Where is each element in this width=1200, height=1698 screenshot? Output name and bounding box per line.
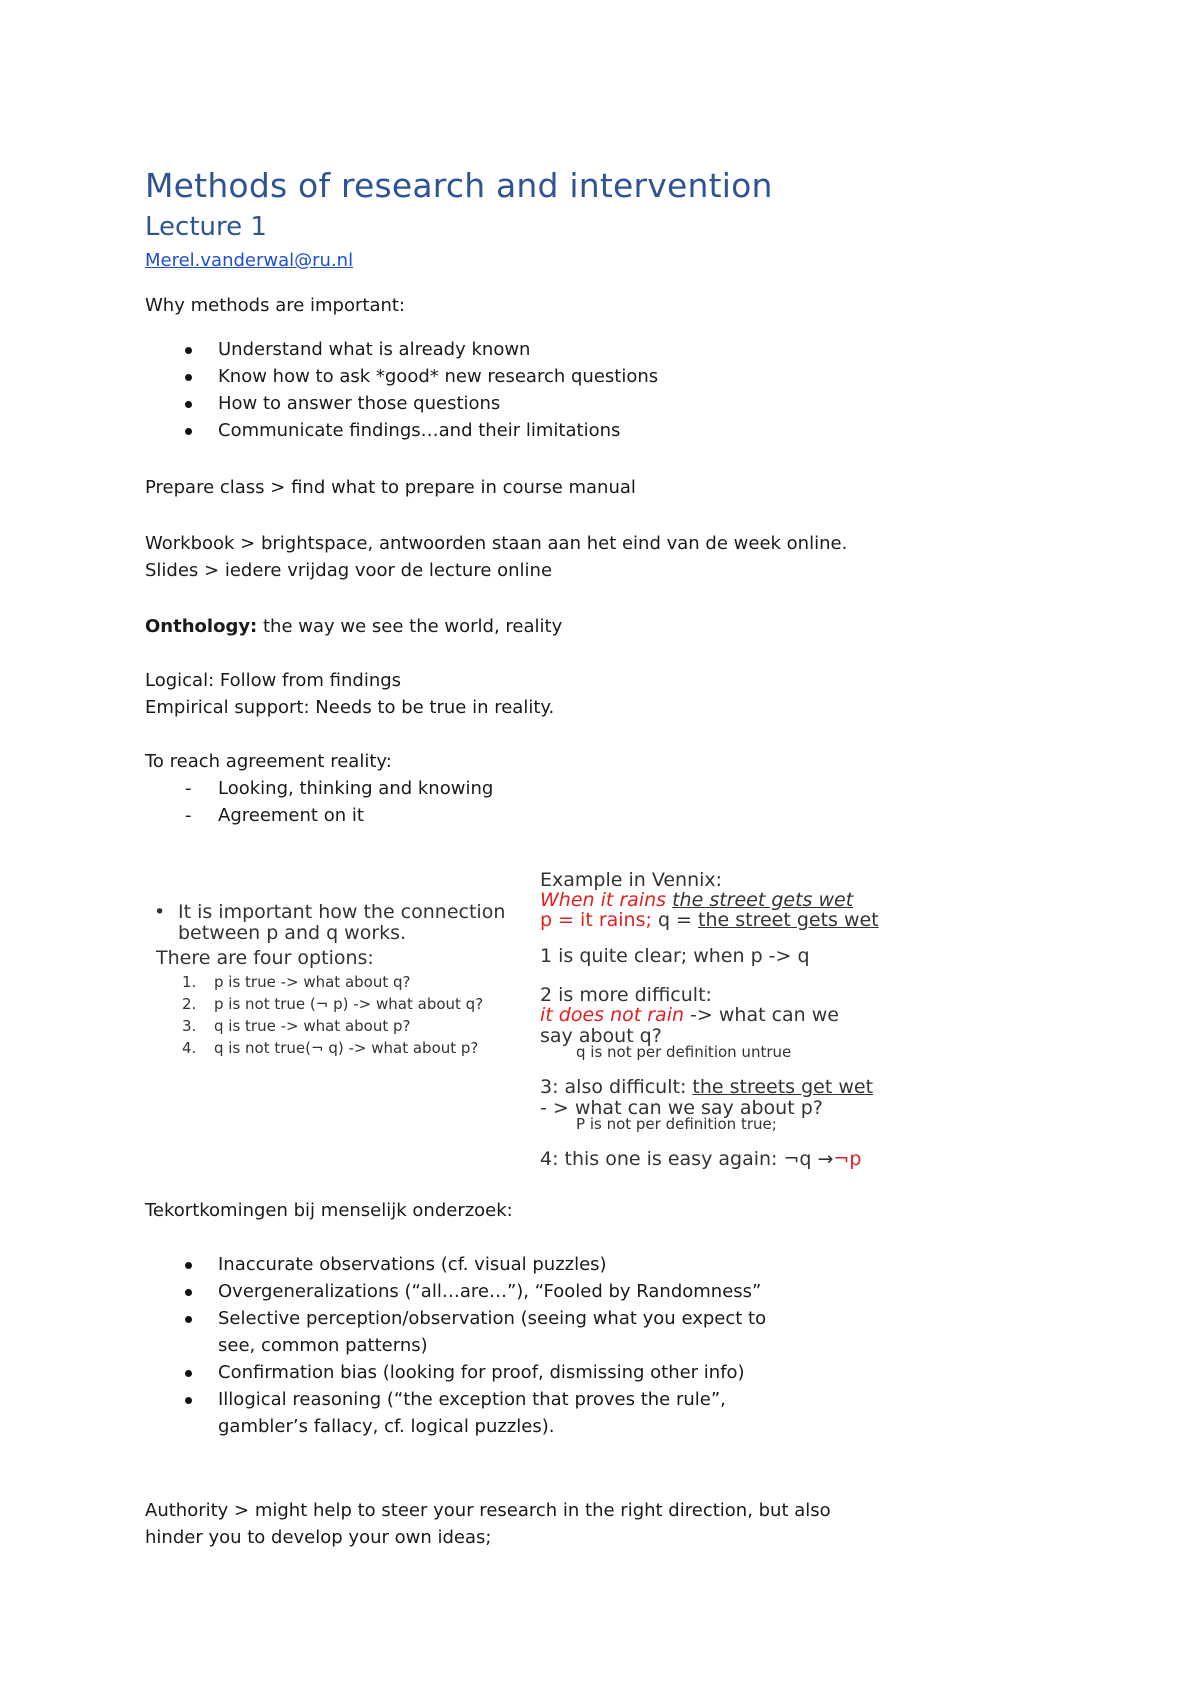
option-item: 4. q is not true(¬ q) -> what about p? xyxy=(182,1039,479,1057)
list-item: Illogical reasoning (“the exception that proves the rule”, gambler’s fallacy, cf. logical puzzles). xyxy=(145,1386,785,1440)
bullet-icon xyxy=(185,347,192,354)
bullet-icon xyxy=(185,1370,192,1377)
tekort-list xyxy=(145,1251,785,1440)
prepare-line: Prepare class > find what to prepare in course manual xyxy=(145,477,636,498)
option-item: 1. p is true -> what about q? xyxy=(182,973,411,991)
list-item: Understand what is already known xyxy=(145,336,945,363)
option-item: 2. p is not true (¬ p) -> what about q? xyxy=(182,995,484,1013)
list-item: Overgeneralizations (“all…are…”), “Fooled by Randomness” xyxy=(145,1278,785,1305)
case-1: 1 is quite clear; when p -> q xyxy=(540,945,810,967)
tekort-heading: Tekortkomingen bij menselijk onderzoek: xyxy=(145,1200,513,1221)
case-3: 3: also difficult: the streets get wet - > what can we say about p? xyxy=(540,1076,874,1119)
workbook-line: Workbook > brightspace, antwoorden staan aan het eind van de week online. xyxy=(145,533,848,554)
list-item: Know how to ask *good* new research questions xyxy=(145,363,945,390)
option-item: 3. q is true -> what about p? xyxy=(182,1017,411,1035)
slide-bullet-text: It is important how the connection between p and q works. xyxy=(178,901,506,944)
bullet-icon xyxy=(185,1397,192,1404)
bullet-icon xyxy=(185,401,192,408)
example-heading: Example in Vennix: xyxy=(540,869,723,891)
slide-bullet-icon: • xyxy=(154,901,166,923)
case-2-detail: it does not rain -> what can we say about q? xyxy=(540,1004,839,1047)
list-item: Selective perception/observation (seeing what you expect to see, common patterns) xyxy=(145,1305,785,1359)
example-sentence: When it rains the street gets wet xyxy=(540,889,854,911)
case-2-note: q is not per definition untrue xyxy=(576,1043,792,1061)
list-item: Confirmation bias (looking for proof, dismissing other info) xyxy=(145,1359,785,1386)
case-3-note: P is not per definition true; xyxy=(576,1115,777,1133)
page-title: Methods of research and intervention xyxy=(145,166,773,205)
email-link[interactable]: Merel.vanderwal@ru.nl xyxy=(145,250,354,271)
page-subtitle: Lecture 1 xyxy=(145,212,267,242)
case-2: 2 is more difficult: xyxy=(540,984,712,1006)
options-heading: There are four options: xyxy=(156,947,374,969)
empirical-line: Empirical support: Needs to be true in reality. xyxy=(145,697,555,718)
why-list xyxy=(145,336,945,444)
agreement-heading: To reach agreement reality: xyxy=(145,751,392,772)
example-definitions: p = it rains; q = the street gets wet xyxy=(540,909,879,931)
bullet-icon xyxy=(185,1262,192,1269)
slides-line: Slides > iedere vrijdag voor de lecture online xyxy=(145,560,553,581)
bullet-icon xyxy=(185,374,192,381)
list-item: Inaccurate observations (cf. visual puzzles) xyxy=(145,1251,785,1278)
bullet-icon xyxy=(185,428,192,435)
ontology-line: Onthology: the way we see the world, reality xyxy=(145,616,563,637)
bullet-icon xyxy=(185,1316,192,1323)
logical-line: Logical: Follow from findings xyxy=(145,670,402,691)
list-item: How to answer those questions xyxy=(145,390,945,417)
options-list xyxy=(182,971,483,1059)
list-item: - Agreement on it xyxy=(185,805,364,826)
authority-paragraph: Authority > might help to steer your research in the right direction, but also hinder you to develop your own ideas; xyxy=(145,1500,831,1548)
why-heading: Why methods are important: xyxy=(145,295,406,316)
bullet-icon xyxy=(185,1289,192,1296)
list-item: - Looking, thinking and knowing xyxy=(185,778,494,799)
case-4: 4: this one is easy again: ¬q →¬p xyxy=(540,1148,862,1170)
list-item: Communicate findings…and their limitations xyxy=(145,417,945,444)
agreement-list xyxy=(145,775,845,829)
